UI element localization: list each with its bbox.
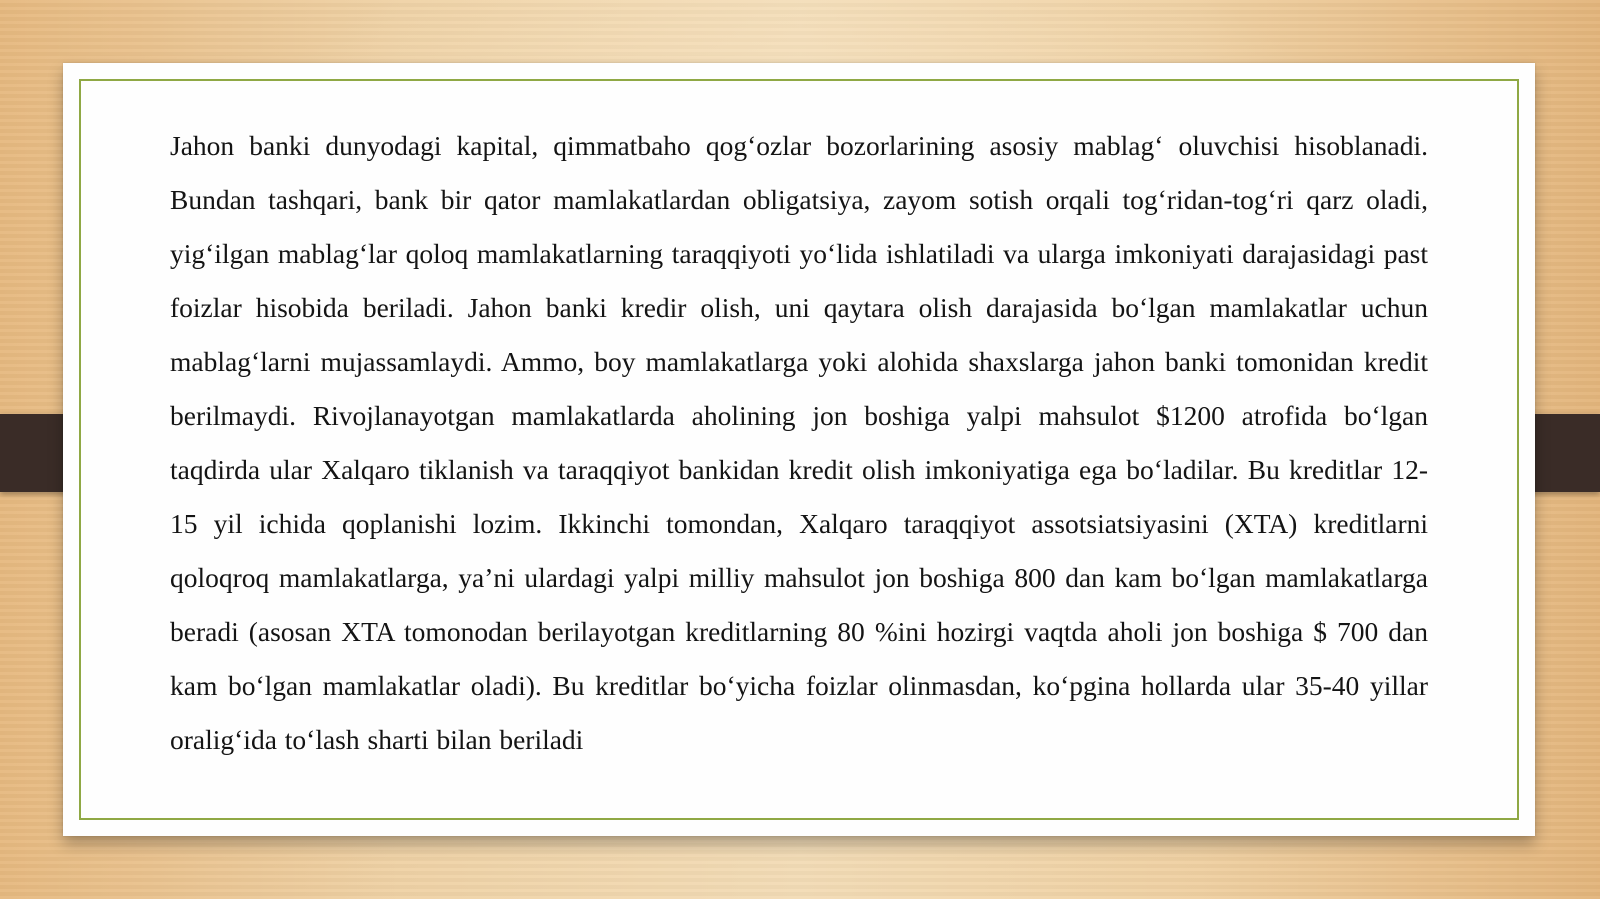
slide-body-text: Jahon banki dunyodagi kapital, qimmatbaho qog‘ozlar bozorlarining asosiy mablag‘ oluvchisi hisoblanadi. Bundan tashqari, bank bir qator mamlakatlardan obligatsiya, zayom sotish orqali tog‘ridan-tog‘ri qarz oladi, yig‘ilgan mablag‘lar qoloq mamlakatlarning taraqqiyoti yo‘lida ishlatiladi va ularga imkoniyati darajasidagi past foizlar hisobida beriladi. Jahon banki kredir olish, uni qaytara olish darajasida bo‘lgan mamlakatlar uchun mablag‘larni mujassamlaydi. Ammo, boy mamlakatlarga yoki alohida shaxslarga jahon banki tomonidan kredit berilmaydi. Rivojlanayotgan mamlakatlarda aholining jon boshiga yalpi mahsulot $1200 atrofida bo‘lgan taqdirda ular Xalqaro tiklanish va taraqqiyot bankidan kredit olish imkoniyatiga ega bo‘ladilar. Bu kreditlar 12-15 yil ichida qoplanishi lozim. Ikkinchi tomondan, Xalqaro taraqqiyot assotsiatsiyasini (XTA) kreditlarni qoloqroq mamlakatlarga, ya’ni ulardagi yalpi milliy mahsulot jon boshiga 800 dan kam bo‘lgan mamlakatlarga beradi (asosan XTA tomonodan berilayotgan kreditlarning 80 %ini hozirgi vaqtda aholi jon boshiga $ 700 dan kam bo‘lgan mamlakatlar oladi). Bu kreditlar bo‘yicha foizlar olinmasdan, ko‘pgina hollarda ular 35-40 yillar oralig‘ida to‘lash sharti bilan beriladi: [170, 130, 1428, 755]
slide-card: [63, 63, 1535, 836]
